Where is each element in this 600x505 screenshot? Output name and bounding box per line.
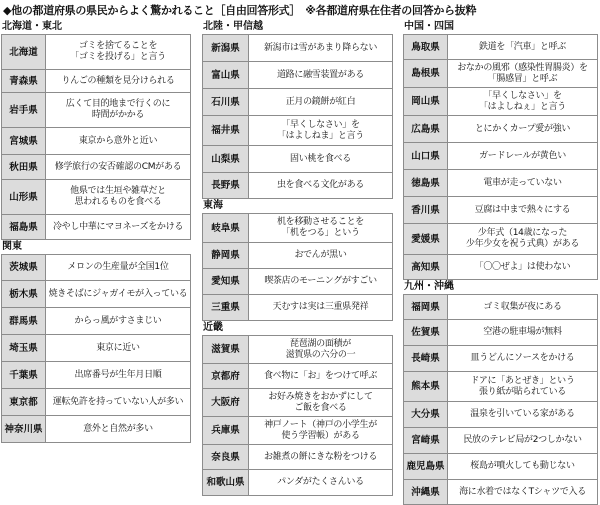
prefecture-cell: 鹿児島県 <box>404 454 448 480</box>
table-row <box>2 389 191 416</box>
page-title: ◆他の都道府県の県民からよく驚かれること［自由回答形式］ ※各都道府県在住者の回答から抜粋 <box>3 4 477 17</box>
answer-cell: とにかくカープ愛が強い <box>448 116 598 143</box>
answer-cell: 机を移動させることを 「机をつる」という <box>249 214 393 243</box>
table-row <box>2 416 191 443</box>
table-row <box>203 116 393 146</box>
table-row <box>404 320 598 346</box>
prefecture-cell: 宮崎県 <box>404 428 448 454</box>
prefecture-cell: 茨城県 <box>2 255 46 281</box>
answer-cell: ガードレールが黄色い <box>448 143 598 170</box>
table-row <box>404 295 598 320</box>
answer-cell: 「早くしなさい」を 「はよしねぇ」と言う <box>448 88 598 116</box>
answer-cell: 東京から意外と近い <box>46 128 191 155</box>
section-heading: 北陸・甲信越 <box>203 21 263 32</box>
answer-cell: からっ風がすさまじい <box>46 308 191 335</box>
answer-cell: おなかの風邪（感染性胃腸炎）を 「腸感冒」と呼ぶ <box>448 60 598 88</box>
table-row <box>203 243 393 269</box>
table-row <box>404 116 598 143</box>
table-row <box>404 255 598 280</box>
prefecture-cell: 香川県 <box>404 197 448 224</box>
prefecture-cell: 愛媛県 <box>404 224 448 255</box>
table-row <box>203 269 393 295</box>
answer-cell: 温泉を引いている家がある <box>448 402 598 428</box>
table-row <box>203 417 393 445</box>
prefecture-cell: 神奈川県 <box>2 416 46 443</box>
table-row <box>2 335 191 362</box>
column-west <box>403 20 598 505</box>
section-heading: 北海道・東北 <box>2 21 62 32</box>
answer-cell: 他県では生垣や雑草だと 思われるものを食べる <box>46 180 191 215</box>
prefecture-cell: 佐賀県 <box>404 320 448 346</box>
prefecture-cell: 石川県 <box>203 89 249 116</box>
prefecture-cell: 島根県 <box>404 60 448 88</box>
section-table <box>202 34 393 199</box>
answer-cell: 運転免許を持っていない人が多い <box>46 389 191 416</box>
prefecture-cell: 奈良県 <box>203 445 249 470</box>
table-row <box>203 35 393 62</box>
answer-cell: おでんが黒い <box>249 243 393 269</box>
table-row <box>404 428 598 454</box>
prefecture-cell: 徳島県 <box>404 170 448 197</box>
answer-cell: 修学旅行の安否確認のCMがある <box>46 155 191 180</box>
answer-cell: 新潟市は雪があまり降らない <box>249 35 393 62</box>
section-table <box>1 34 191 240</box>
table-row <box>404 197 598 224</box>
answer-cell: 少年式（14歳になった 少年少女を祝う式典）がある <box>448 224 598 255</box>
table-row <box>404 480 598 505</box>
prefecture-cell: 高知県 <box>404 255 448 280</box>
answer-cell: 出席番号が生年月日順 <box>46 362 191 389</box>
prefecture-cell: 宮城県 <box>2 128 46 155</box>
section-heading: 中国・四国 <box>404 21 454 32</box>
answer-cell: りんごの種類を見分けられる <box>46 70 191 93</box>
table-row <box>2 155 191 180</box>
prefecture-cell: 埼玉県 <box>2 335 46 362</box>
answer-cell: ドアに「あとぜき」という 張り紙が貼られている <box>448 372 598 402</box>
table-row <box>2 215 191 240</box>
column-central <box>202 20 393 496</box>
table-row <box>203 89 393 116</box>
prefecture-cell: 沖縄県 <box>404 480 448 505</box>
table-row <box>203 62 393 89</box>
table-row <box>203 389 393 417</box>
table-row <box>2 362 191 389</box>
answer-cell: お雑煮の餅にきな粉をつける <box>249 445 393 470</box>
answer-cell: ゴミを捨てることを 「ゴミを投げる」と言う <box>46 35 191 70</box>
prefecture-cell: 山梨県 <box>203 146 249 173</box>
table-row <box>203 146 393 173</box>
answer-cell: 民放のテレビ局が2つしかない <box>448 428 598 454</box>
prefecture-cell: 栃木県 <box>2 281 46 308</box>
table-row <box>203 295 393 321</box>
prefecture-cell: 山口県 <box>404 143 448 170</box>
answer-cell: 広くて目的地まで行くのに 時間がかかる <box>46 93 191 128</box>
answer-cell: ゴミ収集が夜にある <box>448 295 598 320</box>
answer-cell: 喫茶店のモーニングがすごい <box>249 269 393 295</box>
answer-cell: メロンの生産量が全国1位 <box>46 255 191 281</box>
table-row <box>203 364 393 389</box>
prefecture-cell: 青森県 <box>2 70 46 93</box>
prefecture-cell: 福井県 <box>203 116 249 146</box>
prefecture-cell: 三重県 <box>203 295 249 321</box>
answer-cell: 固い桃を食べる <box>249 146 393 173</box>
answer-cell: 豆腐は中まで熱々にする <box>448 197 598 224</box>
table-row <box>404 454 598 480</box>
table-row <box>203 470 393 496</box>
table-row <box>404 402 598 428</box>
table-row <box>2 180 191 215</box>
table-row <box>2 93 191 128</box>
section-table <box>1 254 191 443</box>
answer-cell: 意外と自然が多い <box>46 416 191 443</box>
answer-cell: 桜島が噴火しても動じない <box>448 454 598 480</box>
answer-cell: 電車が走っていない <box>448 170 598 197</box>
table-row <box>203 214 393 243</box>
answer-cell: 焼きそばにジャガイモが入っている <box>46 281 191 308</box>
table-row <box>2 281 191 308</box>
answer-cell: 空港の駐車場が無料 <box>448 320 598 346</box>
table-row <box>2 255 191 281</box>
answer-cell: 海に水着ではなくTシャツで入る <box>448 480 598 505</box>
answer-cell: お好み焼きをおかずにして ご飯を食べる <box>249 389 393 417</box>
table-row <box>203 173 393 199</box>
answer-cell: 道路に融雪装置がある <box>249 62 393 89</box>
section-table <box>202 213 393 321</box>
prefecture-cell: 岐阜県 <box>203 214 249 243</box>
section-heading: 近畿 <box>203 322 223 333</box>
prefecture-cell: 鳥取県 <box>404 35 448 60</box>
table-row <box>404 346 598 372</box>
prefecture-cell: 広島県 <box>404 116 448 143</box>
prefecture-cell: 大阪府 <box>203 389 249 417</box>
table-row <box>404 88 598 116</box>
table-row <box>2 128 191 155</box>
section-table <box>403 34 598 280</box>
prefecture-cell: 福岡県 <box>404 295 448 320</box>
prefecture-cell: 熊本県 <box>404 372 448 402</box>
answer-cell: 神戸ノート（神戸の小学生が 使う学習帳）がある <box>249 417 393 445</box>
prefecture-cell: 新潟県 <box>203 35 249 62</box>
section-table <box>202 335 393 496</box>
table-row <box>203 445 393 470</box>
table-row <box>404 35 598 60</box>
prefecture-cell: 和歌山県 <box>203 470 249 496</box>
prefecture-cell: 富山県 <box>203 62 249 89</box>
prefecture-cell: 岡山県 <box>404 88 448 116</box>
prefecture-cell: 静岡県 <box>203 243 249 269</box>
prefecture-cell: 秋田県 <box>2 155 46 180</box>
table-row <box>2 35 191 70</box>
prefecture-cell: 愛知県 <box>203 269 249 295</box>
answer-cell: 「早くしなさい」を 「はよしねま」と言う <box>249 116 393 146</box>
answer-cell: 冷やし中華にマヨネーズをかける <box>46 215 191 240</box>
answer-cell: パンダがたくさんいる <box>249 470 393 496</box>
prefecture-cell: 北海道 <box>2 35 46 70</box>
section-heading: 関東 <box>2 241 22 252</box>
answer-cell: 鉄道を「汽車」と呼ぶ <box>448 35 598 60</box>
prefecture-cell: 京都府 <box>203 364 249 389</box>
prefecture-cell: 東京都 <box>2 389 46 416</box>
answer-cell: 天むすは実は三重県発祥 <box>249 295 393 321</box>
table-row <box>2 308 191 335</box>
prefecture-cell: 兵庫県 <box>203 417 249 445</box>
answer-cell: 虫を食べる文化がある <box>249 173 393 199</box>
table-row <box>404 170 598 197</box>
table-row <box>404 60 598 88</box>
column-north-east <box>1 20 191 443</box>
table-row <box>404 224 598 255</box>
answer-cell: 琵琶湖の面積が 滋賀県の六分の一 <box>249 336 393 364</box>
prefecture-cell: 福島県 <box>2 215 46 240</box>
answer-cell: 「〇〇ぜよ」は使わない <box>448 255 598 280</box>
table-row <box>404 372 598 402</box>
section-heading: 東海 <box>203 200 223 211</box>
prefecture-cell: 岩手県 <box>2 93 46 128</box>
answer-cell: 食べ物に「お」をつけて呼ぶ <box>249 364 393 389</box>
table-row <box>203 336 393 364</box>
answer-cell: 皿うどんにソースをかける <box>448 346 598 372</box>
prefecture-cell: 群馬県 <box>2 308 46 335</box>
prefecture-cell: 長野県 <box>203 173 249 199</box>
prefecture-cell: 千葉県 <box>2 362 46 389</box>
prefecture-cell: 滋賀県 <box>203 336 249 364</box>
table-row <box>2 70 191 93</box>
section-table <box>403 294 598 505</box>
prefecture-cell: 山形県 <box>2 180 46 215</box>
prefecture-cell: 大分県 <box>404 402 448 428</box>
section-heading: 九州・沖縄 <box>404 281 454 292</box>
prefecture-cell: 長崎県 <box>404 346 448 372</box>
answer-cell: 正月の鏡餅が紅白 <box>249 89 393 116</box>
table-row <box>404 143 598 170</box>
answer-cell: 東京に近い <box>46 335 191 362</box>
